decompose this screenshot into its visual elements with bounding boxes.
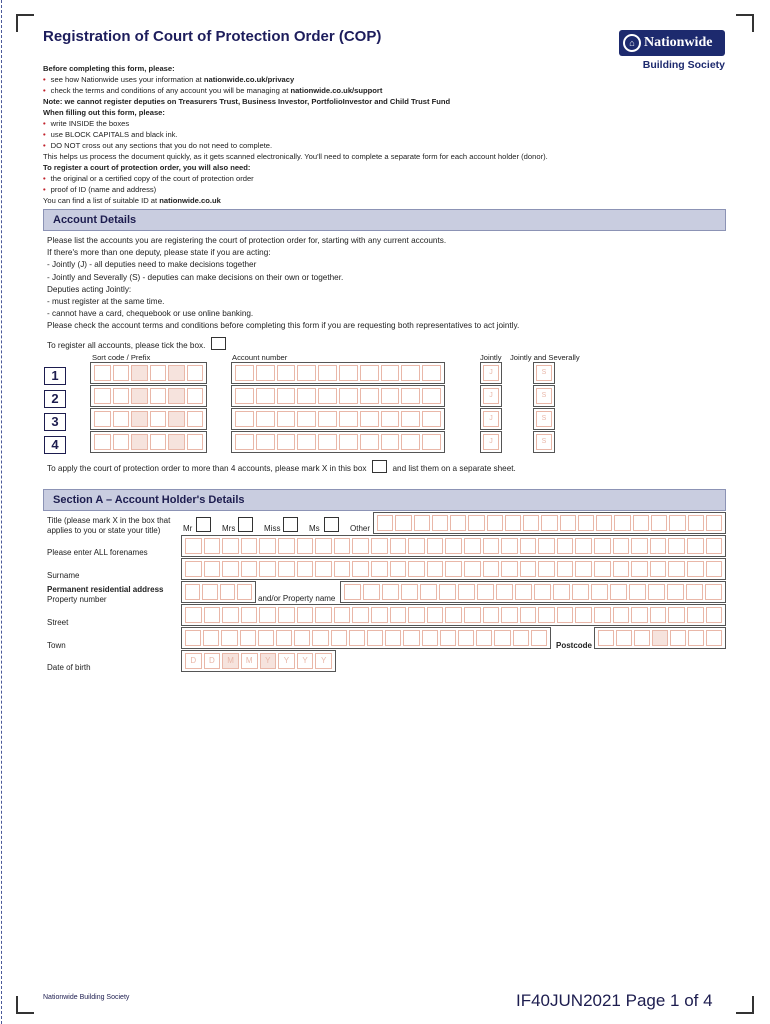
dob-label: Date of birth bbox=[47, 663, 91, 672]
nationwide-link[interactable]: nationwide.co.uk bbox=[159, 196, 221, 205]
street-field[interactable] bbox=[181, 604, 726, 626]
jointly-checkbox-3[interactable]: J bbox=[480, 408, 502, 430]
id-line: You can find a list of suitable ID at nationwide.co.uk bbox=[43, 196, 221, 205]
filling-heading: When filling out this form, please: bbox=[43, 108, 165, 117]
title-mr-checkbox[interactable] bbox=[196, 517, 211, 532]
sort-code-label: Sort code / Prefix bbox=[92, 353, 151, 362]
crop-mark-bottom-right bbox=[736, 996, 754, 1014]
footer-page-ref: IF40JUN2021 Page 1 of 4 bbox=[516, 991, 713, 1010]
jointly-checkbox-2[interactable]: J bbox=[480, 385, 502, 407]
text-line: Please list the accounts you are registering the court of protection order for, starting with any current accounts. bbox=[47, 236, 447, 245]
text-line: - Jointly (J) - all deputies need to make decisions together bbox=[47, 260, 257, 270]
text-line: Deputies acting Jointly: bbox=[47, 284, 132, 294]
property-number-field[interactable] bbox=[181, 581, 256, 603]
jointly-checkbox-4[interactable]: J bbox=[480, 431, 502, 453]
text-line: - must register at the same time. bbox=[47, 297, 165, 307]
list-item: • see how Nationwide uses your information at nationwide.co.uk/privacy bbox=[43, 74, 733, 85]
title-ms-checkbox[interactable] bbox=[324, 517, 339, 532]
sort-code-field-4[interactable] bbox=[90, 431, 207, 453]
title-other-field[interactable] bbox=[373, 512, 726, 534]
list-item: • use BLOCK CAPITALS and black ink. bbox=[43, 129, 733, 140]
row-number-4: 4 bbox=[44, 436, 66, 454]
account-number-label: Account number bbox=[232, 353, 288, 362]
forenames-label: Please enter ALL forenames bbox=[47, 548, 148, 557]
register-all-checkbox[interactable] bbox=[211, 337, 226, 350]
crop-mark-top-right bbox=[736, 14, 754, 32]
address-label: Permanent residential address Property number bbox=[47, 585, 164, 604]
text-line: - cannot have a card, chequebook or use online banking. bbox=[47, 309, 254, 319]
account-details-heading: Account Details bbox=[43, 209, 726, 231]
privacy-link[interactable]: nationwide.co.uk/privacy bbox=[203, 75, 295, 84]
dob-field[interactable]: D D M M Y Y Y Y bbox=[181, 650, 336, 672]
jointly-severally-label: Jointly and Severally bbox=[510, 353, 580, 362]
title-mr-label: Mr bbox=[183, 524, 193, 533]
severally-checkbox-4[interactable]: S bbox=[533, 431, 555, 453]
crop-mark-top-left bbox=[16, 14, 34, 32]
text-line: - Jointly and Severally (S) - deputies can make decisions on their own or together. bbox=[47, 272, 344, 282]
register-all-line: To register all accounts, please tick the box. bbox=[47, 337, 727, 352]
more-accounts-checkbox[interactable] bbox=[372, 460, 387, 473]
list-item: • the original or a certified copy of the court of protection order bbox=[43, 173, 733, 184]
title-miss-label: Miss bbox=[264, 524, 281, 533]
jointly-checkbox-1[interactable]: J bbox=[480, 362, 502, 384]
text-line: If there's more than one deputy, please state if you are acting: bbox=[47, 248, 271, 258]
list-item: • check the terms and conditions of any account you will be managing at nationwide.co.uk/support bbox=[43, 85, 733, 96]
support-link[interactable]: nationwide.co.uk/support bbox=[290, 86, 383, 95]
note-text: Note: we cannot register deputies on Treasurers Trust, Business Investor, PortfolioInvestor and Child Trust Fund bbox=[43, 97, 451, 106]
nationwide-house-icon: ⌂ bbox=[623, 34, 641, 52]
account-number-field-1[interactable] bbox=[231, 362, 445, 384]
property-name-label: and/or Property name bbox=[258, 594, 336, 603]
jointly-label: Jointly bbox=[480, 353, 502, 362]
list-item: • DO NOT cross out any sections that you do not need to complete. bbox=[43, 140, 733, 151]
account-details-text bbox=[47, 235, 727, 352]
title-label: Title (please mark X in the box that applies to you or state your title) bbox=[47, 516, 171, 535]
text-line: Please check the account terms and conditions before completing this form if you are requesting both representatives to act jointly. bbox=[47, 321, 520, 331]
account-number-field-4[interactable] bbox=[231, 431, 445, 453]
row-number-2: 2 bbox=[44, 390, 66, 408]
town-label: Town bbox=[47, 641, 66, 650]
crop-mark-bottom-left bbox=[16, 996, 34, 1014]
row-number-1: 1 bbox=[44, 367, 66, 385]
sort-code-field-3[interactable] bbox=[90, 408, 207, 430]
footer-society-name: Nationwide Building Society bbox=[43, 994, 130, 1001]
logo-subtitle: Building Society bbox=[642, 59, 725, 71]
severally-checkbox-2[interactable]: S bbox=[533, 385, 555, 407]
title-ms-label: Ms bbox=[309, 524, 320, 533]
list-item: • write INSIDE the boxes bbox=[43, 118, 733, 129]
page-edge-dashed-line bbox=[1, 0, 2, 1024]
apply-more-line: To apply the court of protection order to more than 4 accounts, please mark X in this box and list them on a separate sheet. bbox=[47, 460, 516, 473]
list-item: • proof of ID (name and address) bbox=[43, 184, 733, 195]
title-other-label: Other bbox=[350, 524, 371, 533]
postcode-field[interactable] bbox=[594, 627, 726, 649]
before-heading: Before completing this form, please: bbox=[43, 64, 175, 73]
logo-name: Nationwide bbox=[644, 35, 713, 50]
postcode-label: Postcode bbox=[556, 641, 593, 650]
account-number-field-2[interactable] bbox=[231, 385, 445, 407]
sort-code-field-2[interactable] bbox=[90, 385, 207, 407]
street-label: Street bbox=[47, 618, 69, 627]
title-mrs-checkbox[interactable] bbox=[238, 517, 253, 532]
title-miss-checkbox[interactable] bbox=[283, 517, 298, 532]
register-heading: To register a court of protection order, you will also need: bbox=[43, 163, 251, 172]
title-mrs-label: Mrs bbox=[222, 524, 236, 533]
sort-code-field-1[interactable] bbox=[90, 362, 207, 384]
process-line: This helps us process the document quickly, as it gets scanned electronically. You'll need to complete a separate form for each account holder (donor). bbox=[43, 152, 548, 161]
surname-label: Surname bbox=[47, 571, 80, 580]
account-number-field-3[interactable] bbox=[231, 408, 445, 430]
intro-instructions bbox=[43, 63, 733, 206]
severally-checkbox-1[interactable]: S bbox=[533, 362, 555, 384]
row-number-3: 3 bbox=[44, 413, 66, 431]
town-field[interactable] bbox=[181, 627, 551, 649]
form-title: Registration of Court of Protection Order (COP) bbox=[43, 28, 382, 45]
forenames-field[interactable] bbox=[181, 535, 726, 557]
severally-checkbox-3[interactable]: S bbox=[533, 408, 555, 430]
section-a-heading: Section A – Account Holder's Details bbox=[43, 489, 726, 511]
property-name-field[interactable] bbox=[340, 581, 726, 603]
surname-field[interactable] bbox=[181, 558, 726, 580]
